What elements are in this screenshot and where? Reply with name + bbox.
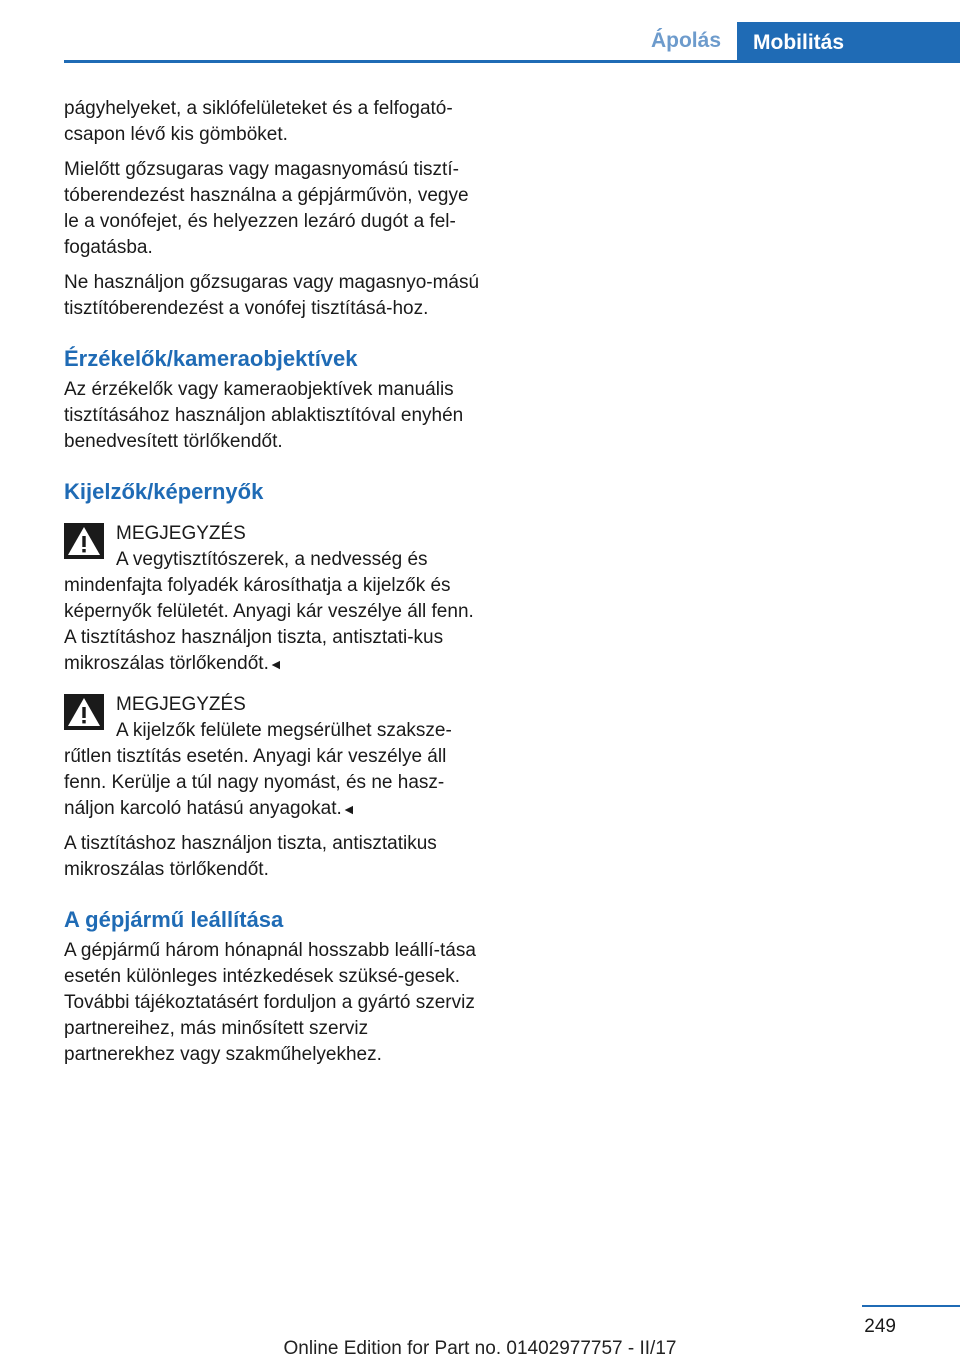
- section-heading-displays: Kijelzők/képernyők: [64, 479, 264, 504]
- footer-rule: [862, 1305, 960, 1307]
- paragraph: Ne használjon gőzsugaras vagy magasnyo-mású tisztítóberendezést a vonófej tisztításá-hoz.: [64, 272, 480, 319]
- warning-triangle-icon: [64, 694, 104, 730]
- tab-apolas[interactable]: Ápolás: [650, 29, 721, 52]
- paragraph: Mielőtt gőzsugaras vagy magasnyomású tisztí-tóberendezést használna a gépjárművön, vegye le a vonófejet, és helyezzen lezáró dugót a fel-fogatásba.: [64, 159, 469, 258]
- tab-mobilitas[interactable]: Mobilitás: [737, 22, 960, 63]
- warning-note: [64, 692, 484, 822]
- paragraph: A gépjármű három hónapnál hosszabb leállí-tása esetén különleges intézkedések szüksé-gesek. További tájékoztatásért forduljon a gyártó szerviz partnereihez, más minősített szerviz partnerekhez vagy szakműhelyekhez.: [64, 940, 476, 1065]
- page-number: 249: [864, 1316, 896, 1337]
- paragraph: págyhelyeket, a siklófelületeket és a felfogató-csapon lévő kis gömböket.: [64, 98, 453, 145]
- warning-label: MEGJEGYZÉS: [116, 523, 246, 544]
- end-mark: ◄: [341, 801, 356, 817]
- warning-note: [64, 521, 484, 677]
- end-mark: ◄: [268, 656, 283, 672]
- warning-label: MEGJEGYZÉS: [116, 694, 246, 715]
- section-heading-storage: A gépjármű leállítása: [64, 907, 284, 932]
- section-heading-sensors: Érzékelők/kameraobjektívek: [64, 346, 358, 371]
- paragraph: Az érzékelők vagy kameraobjektívek manuális tisztításához használjon ablaktisztítóval enyhén benedvesített törlőkendőt.: [64, 379, 464, 452]
- warning-text: A kijelzők felülete megsérülhet szaksze-rűtlen tisztítás esetén. Anyagi kár veszélye áll fenn. Kerülje a túl nagy nyomást, és ne hasz-náljon karcoló hatású anyagokat.: [64, 720, 452, 819]
- page-content: [64, 96, 484, 1077]
- warning-text: A vegytisztítószerek, a nedvesség és mindenfajta folyadék károsíthatja a kijelzők és képernyők felületét. Anyagi kár veszélye áll fenn. A tisztításhoz használjon tiszta, antisztati-kus mikroszálas törlőkendőt.: [64, 549, 474, 674]
- edition-footer: Online Edition for Part no. 01402977757 - II/17: [283, 1338, 677, 1359]
- paragraph: A tisztításhoz használjon tiszta, antisztatikus mikroszálas törlőkendőt.: [64, 833, 437, 880]
- warning-triangle-icon: [64, 523, 104, 559]
